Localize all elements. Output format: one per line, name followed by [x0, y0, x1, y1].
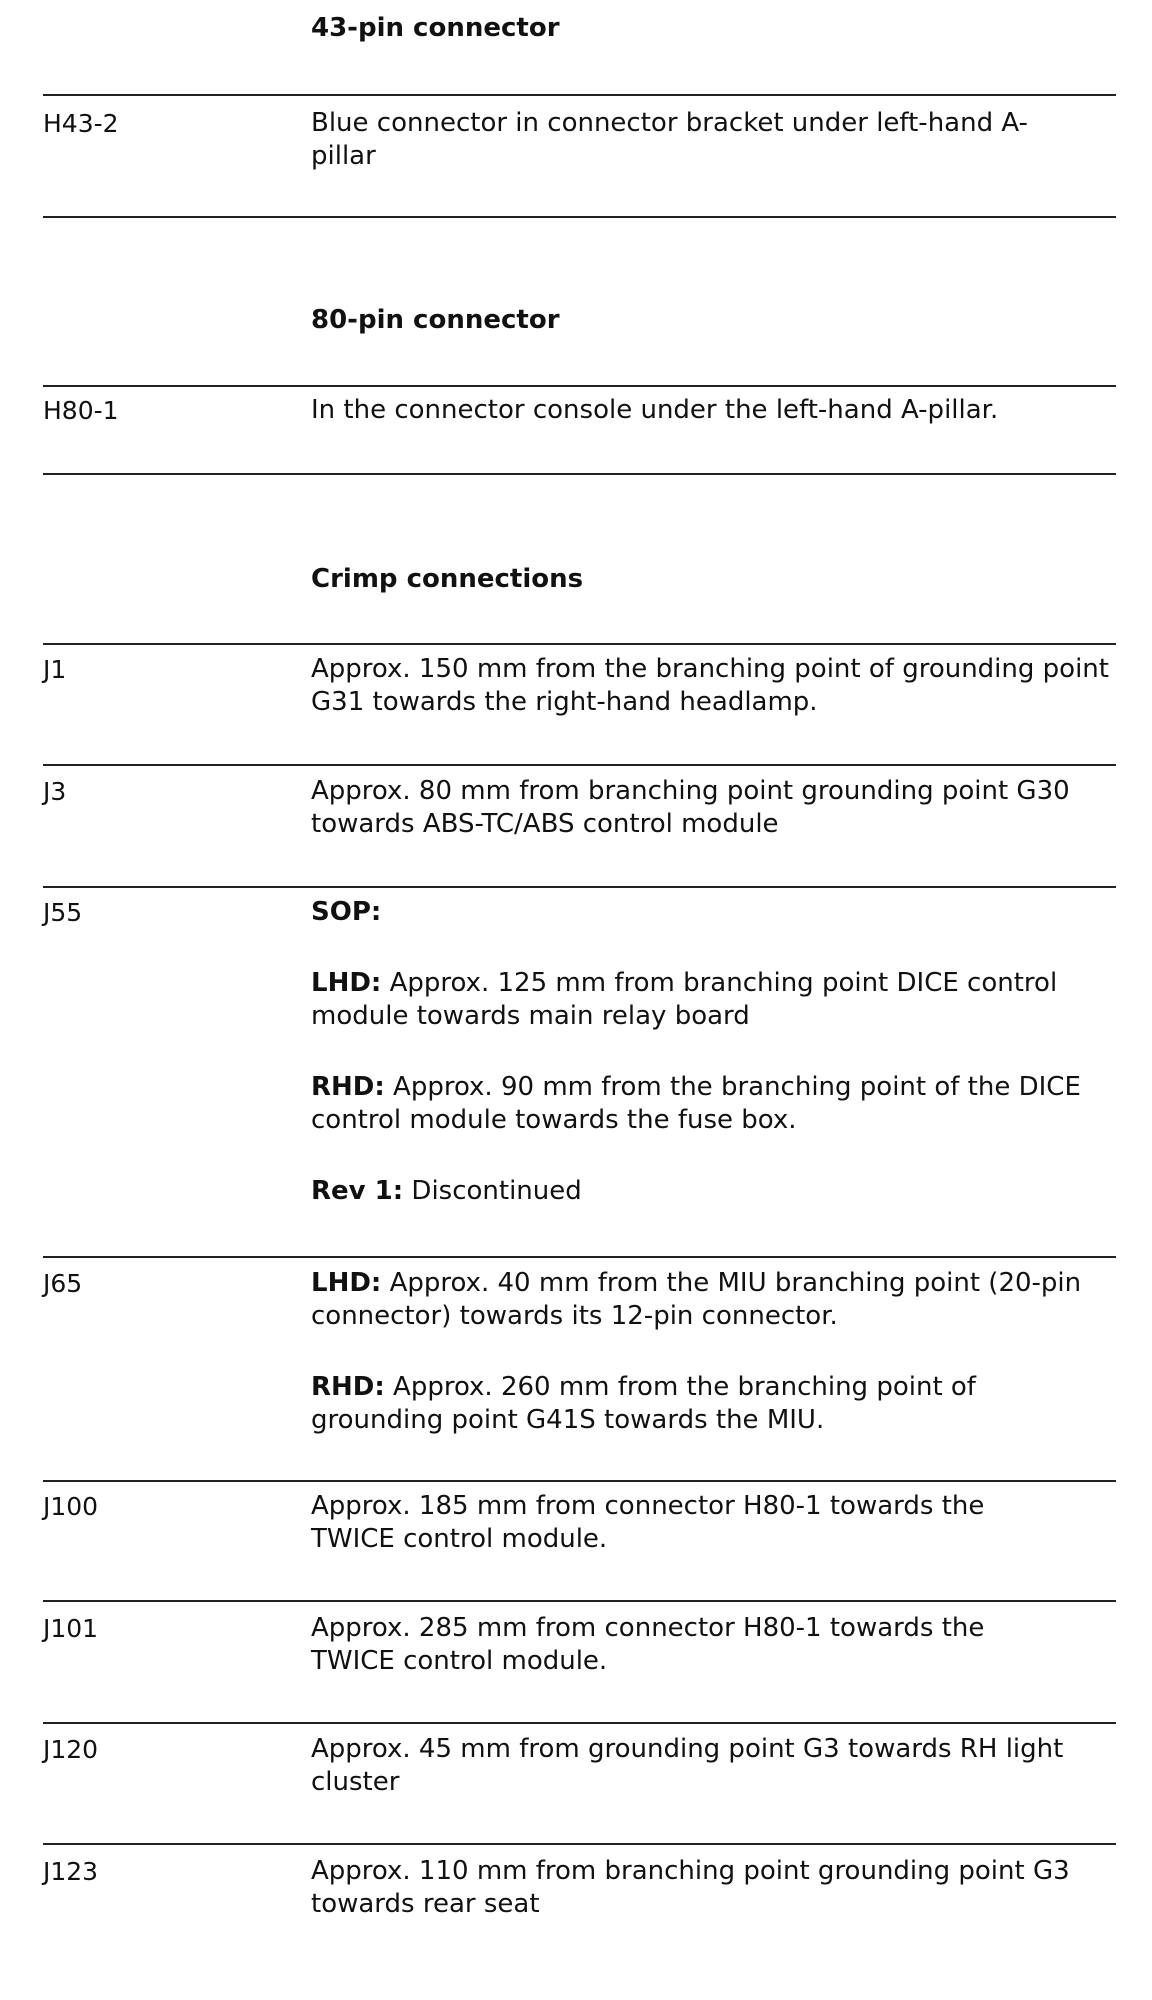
- location-text: Approx. 185 mm from connector H80-1 towards the TWICE control module.: [311, 1491, 985, 1554]
- crimp-location: [311, 896, 1111, 1208]
- row-divider: [43, 1480, 1116, 1482]
- row-divider: [43, 764, 1116, 766]
- lhd-text: Approx. 40 mm from the MIU branching point (20-pin connector) towards its 12-pin connector.: [311, 1268, 1082, 1331]
- row-divider: [43, 1600, 1116, 1602]
- rev-paragraph: [311, 1175, 1111, 1208]
- location-text: Approx. 285 mm from connector H80-1 towards the TWICE control module.: [311, 1613, 985, 1676]
- lhd-text: Approx. 125 mm from branching point DICE control module towards main relay board: [311, 968, 1058, 1031]
- row-divider: [43, 216, 1116, 218]
- location-text: Approx. 150 mm from the branching point of grounding point G31 towards the right-hand headlamp.: [311, 654, 1109, 717]
- crimp-location: [311, 1733, 1111, 1799]
- section-heading-43-pin: 43-pin connector: [311, 13, 560, 43]
- crimp-code: J120: [43, 1735, 99, 1764]
- rhd-label: RHD:: [311, 1372, 385, 1402]
- lhd-paragraph: [311, 967, 1111, 1033]
- lhd-label: LHD:: [311, 968, 382, 998]
- rev-label: Rev 1:: [311, 1176, 404, 1206]
- crimp-location: [311, 775, 1111, 841]
- lhd-label: LHD:: [311, 1268, 382, 1298]
- location-text: Approx. 80 mm from branching point grounding point G30 towards ABS-TC/ABS control module: [311, 776, 1070, 839]
- row-divider: [43, 1843, 1116, 1845]
- crimp-location: [311, 653, 1111, 719]
- rhd-text: Approx. 90 mm from the branching point of the DICE control module towards the fuse box.: [311, 1072, 1081, 1135]
- crimp-code: J123: [43, 1857, 99, 1886]
- row-divider: [43, 643, 1116, 645]
- crimp-code: J3: [43, 777, 67, 806]
- crimp-code: J55: [43, 898, 83, 927]
- rhd-paragraph: [311, 1071, 1111, 1137]
- crimp-code: J101: [43, 1614, 99, 1643]
- location-text: Blue connector in connector bracket under left-hand A-pillar: [311, 108, 1028, 171]
- crimp-code: J65: [43, 1269, 83, 1298]
- connector-code: H43-2: [43, 109, 119, 138]
- location-text: Approx. 45 mm from grounding point G3 towards RH light cluster: [311, 1734, 1064, 1797]
- connector-location: [311, 107, 1091, 173]
- row-divider: [43, 385, 1116, 387]
- row-divider: [43, 886, 1116, 888]
- rhd-text: Approx. 260 mm from the branching point of grounding point G41S towards the MIU.: [311, 1372, 976, 1435]
- section-heading-80-pin: 80-pin connector: [311, 305, 560, 335]
- section-heading-crimp: Crimp connections: [311, 564, 584, 594]
- row-divider: [43, 94, 1116, 96]
- crimp-code: J100: [43, 1492, 99, 1521]
- rhd-paragraph: [311, 1371, 1101, 1437]
- crimp-code: J1: [43, 655, 67, 684]
- rhd-label: RHD:: [311, 1072, 385, 1102]
- crimp-location: [311, 1490, 1071, 1556]
- crimp-location: [311, 1855, 1111, 1921]
- sop-label: SOP:: [311, 897, 382, 927]
- crimp-location: [311, 1612, 1071, 1678]
- crimp-location: [311, 1267, 1101, 1437]
- location-text: In the connector console under the left-hand A-pillar.: [311, 395, 999, 425]
- connector-location: [311, 394, 1111, 427]
- connector-code: H80-1: [43, 396, 119, 425]
- row-divider: [43, 1722, 1116, 1724]
- location-text: Approx. 110 mm from branching point grounding point G3 towards rear seat: [311, 1856, 1070, 1919]
- lhd-paragraph: [311, 1267, 1101, 1333]
- rev-text: Discontinued: [403, 1176, 582, 1206]
- row-divider: [43, 473, 1116, 475]
- row-divider: [43, 1256, 1116, 1258]
